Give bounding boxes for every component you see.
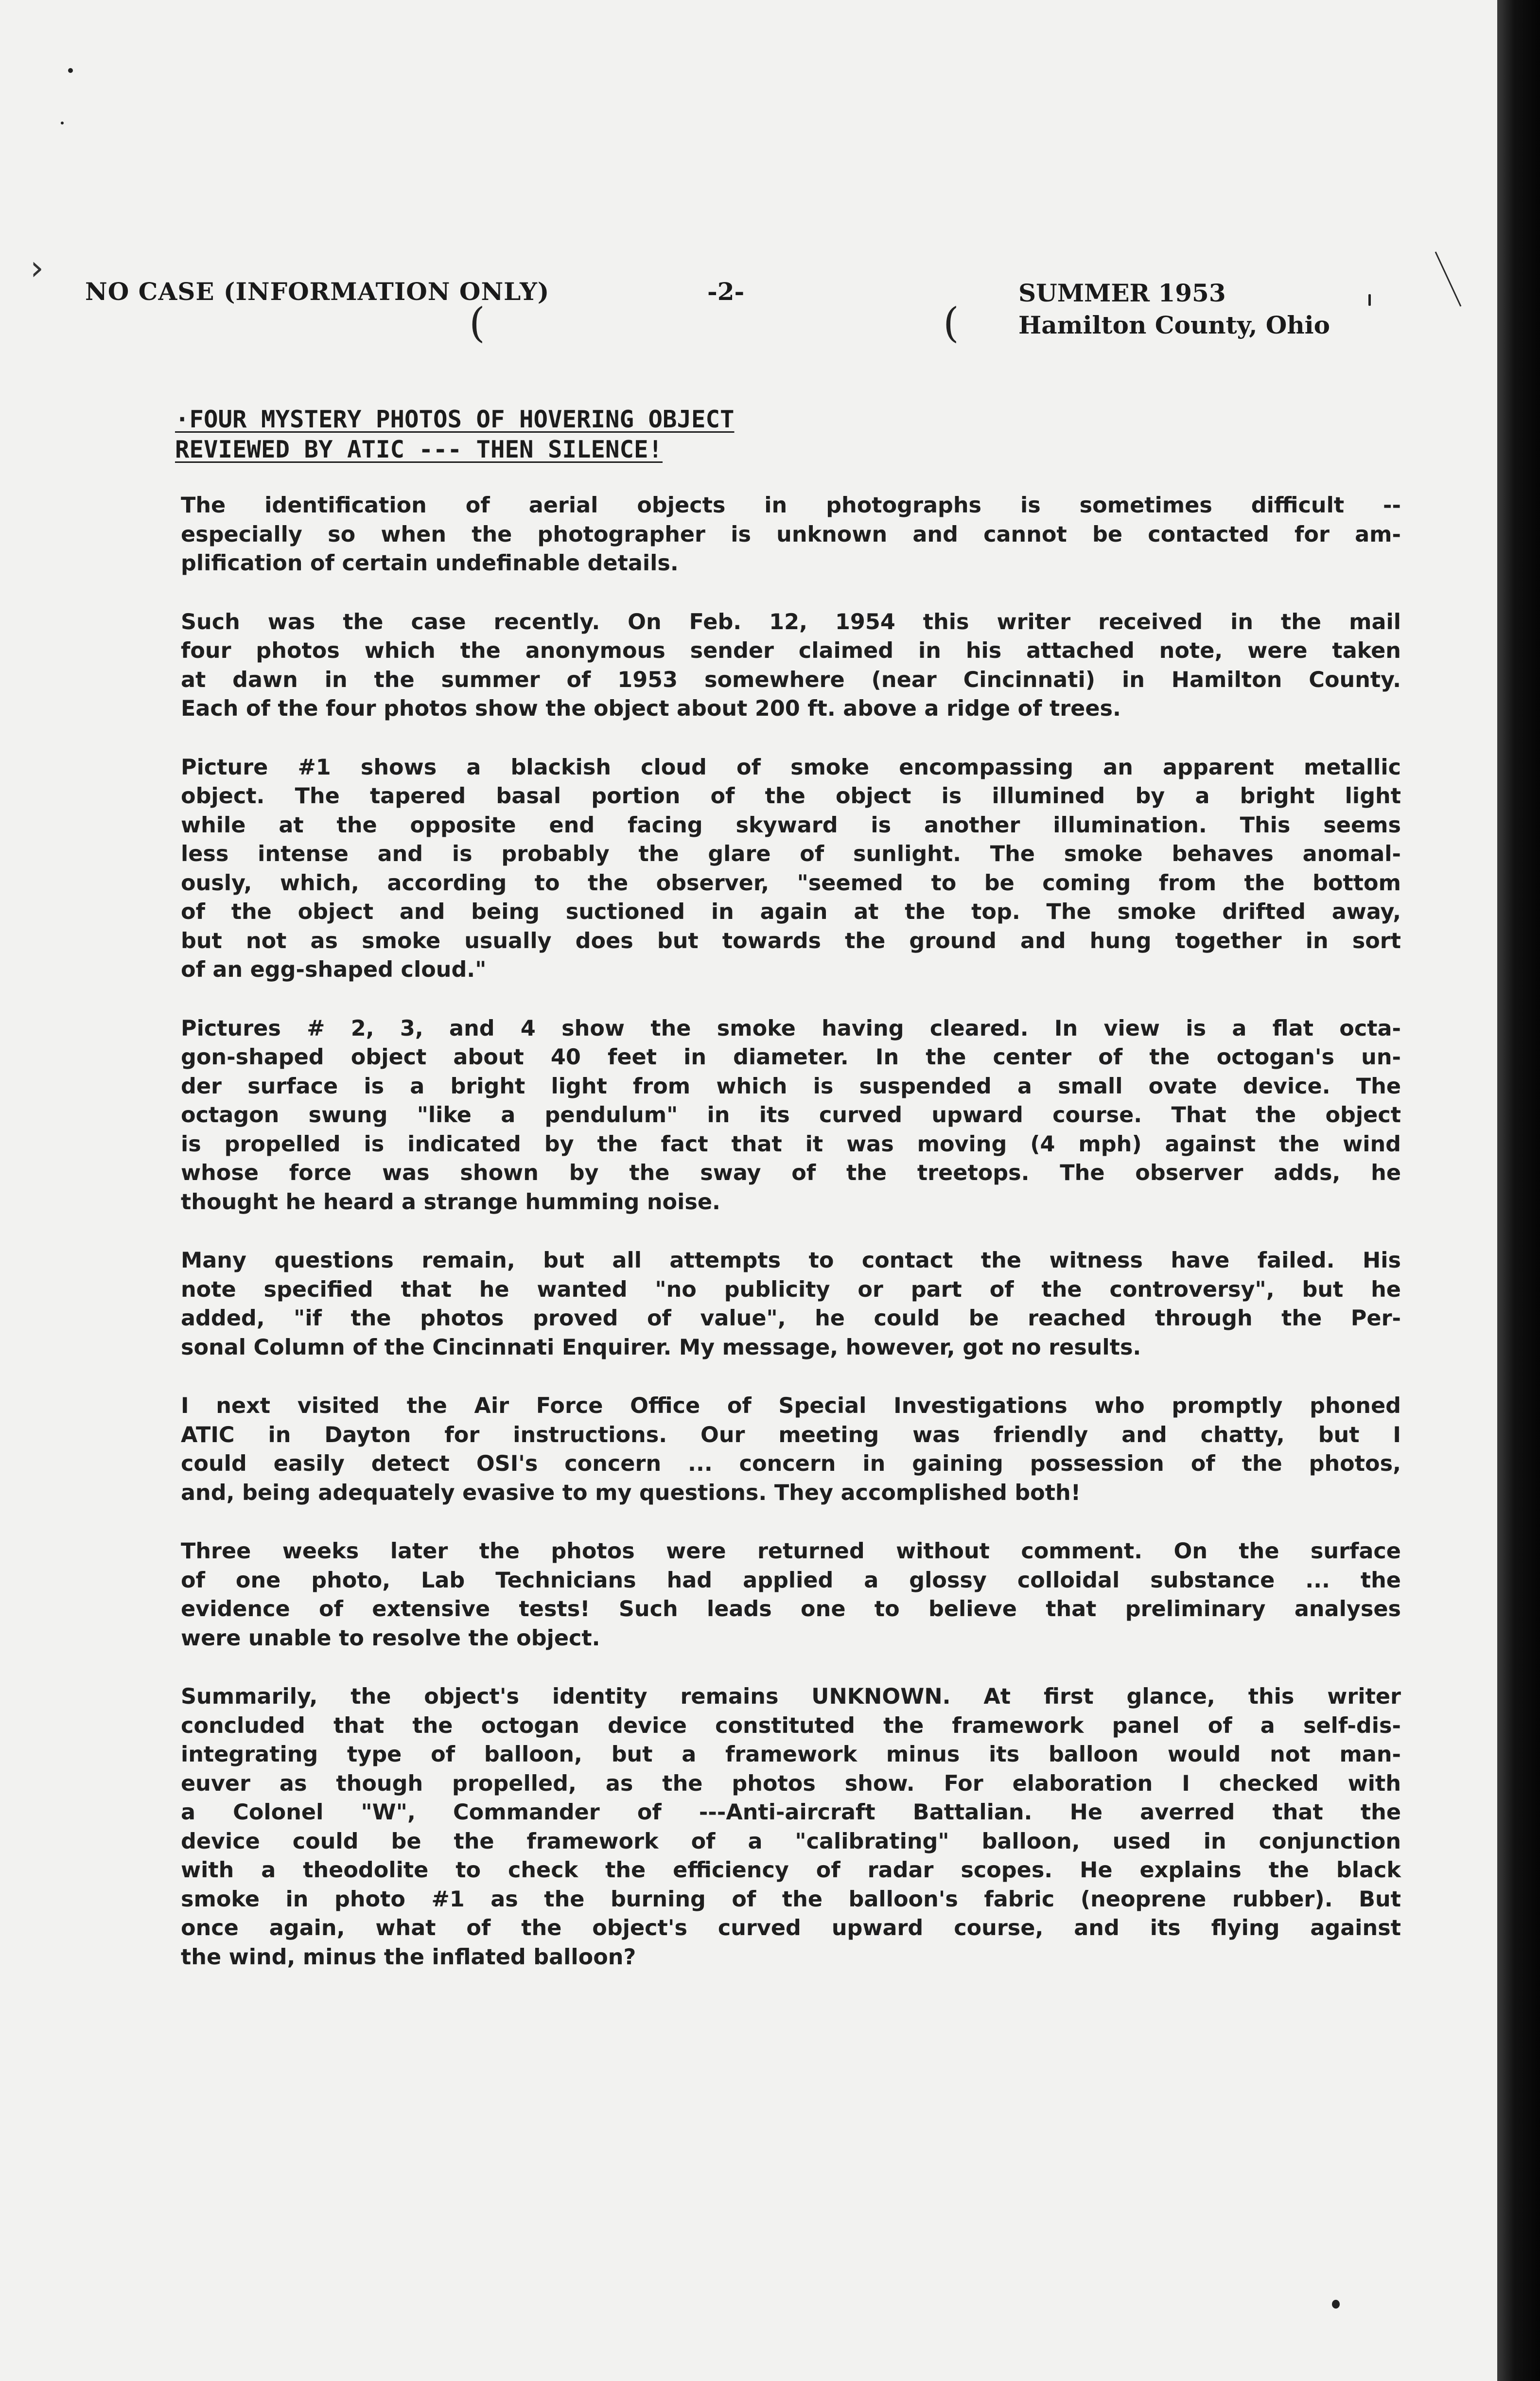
text-line: the wind, minus the inflated balloon? [181,1944,636,1970]
paragraph [181,608,1401,723]
text-line: of one photo, Lab Technicians had applied a glossy colloidal substance ... the [181,1568,1401,1593]
text-line: note specified that he wanted "no publicity or part of the controversy", but he [181,1277,1401,1302]
paragraph [181,1246,1401,1362]
text-line: octagon swung "like a pendulum" in its curved upward course. That the object [181,1103,1401,1128]
text-line: Each of the four photos show the object about 200 ft. above a ridge of trees. [181,696,1121,721]
text-line: Picture #1 shows a blackish cloud of smoke encompassing an apparent metallic [181,755,1401,780]
text-line: once again, what of the object's curved upward course, and its flying against [181,1916,1401,1940]
text-line: evidence of extensive tests! Such leads one to believe that preliminary analyses [181,1597,1401,1622]
text-line: at dawn in the summer of 1953 somewhere (near Cincinnati) in Hamilton County. [181,667,1401,692]
text-line: sonal Column of the Cincinnati Enquirer. My message, however, got no results. [181,1335,1141,1360]
text-line: were unable to resolve the object. [181,1625,600,1651]
stray-line-mark [1432,248,1470,321]
paragraph [181,753,1401,985]
scan-speck [1368,294,1371,306]
text-line: Summarily, the object's identity remains UNKNOWN. At first glance, this writer [181,1684,1401,1709]
text-line: concluded that the octogan device constituted the framework panel of a self-dis- [181,1713,1401,1738]
text-line: could easily detect OSI's concern ... concern in gaining possession of the photos, [181,1451,1401,1476]
text-line: smoke in photo #1 as the burning of the balloon's fabric (neoprene rubber). But [181,1887,1401,1912]
paragraph [181,1392,1401,1507]
text-line: euver as though propelled, as the photos show. For elaboration I checked with [181,1771,1401,1796]
paragraph [181,1682,1401,1972]
text-line: of the object and being suctioned in again at the top. The smoke drifted away, [181,899,1401,924]
scan-speck [61,122,64,124]
text-line: The identification of aerial objects in photographs is sometimes difficult -- [181,493,1401,518]
text-line: with a theodolite to check the efficiency of radar scopes. He explains the black [181,1858,1401,1883]
text-line: Pictures # 2, 3, and 4 show the smoke having cleared. In view is a flat octa- [181,1016,1401,1041]
text-line: especially so when the photographer is unknown and cannot be contacted for am- [181,522,1401,547]
report-title [175,405,1342,465]
title-line: ·FOUR MYSTERY PHOTOS OF HOVERING OBJECT [175,406,735,433]
text-line: Many questions remain, but all attempts to contact the witness have failed. His [181,1248,1401,1273]
text-line: a Colonel "W", Commander of ---Anti-aircraft Battalian. He averred that the [181,1800,1401,1825]
stray-paren-mark: ( [943,299,959,347]
text-line: but not as smoke usually does but towards the ground and hung together in sort [181,928,1401,953]
text-line: ATIC in Dayton for instructions. Our meeting was friendly and chatty, but I [181,1422,1401,1447]
scan-edge [1497,0,1540,2381]
text-line: plification of certain undefinable details. [181,551,679,576]
stray-mark: › [30,248,44,288]
paragraph [181,491,1401,578]
scan-speck [1332,2300,1340,2309]
text-line: of an egg-shaped cloud." [181,957,487,982]
text-line: added, "if the photos proved of value", he could be reached through the Per- [181,1306,1401,1331]
scan-speck [68,68,73,73]
text-line: Three weeks later the photos were returned without comment. On the surface [181,1539,1401,1564]
text-line: and, being adequately evasive to my questions. They accomplished both! [181,1480,1081,1505]
text-line: ously, which, according to the observer, "seemed to be coming from the bottom [181,870,1401,896]
text-line: object. The tapered basal portion of the object is illumined by a bright light [181,784,1401,809]
case-location: Hamilton County, Ohio [1018,311,1330,339]
text-line: four photos which the anonymous sender claimed in his attached note, were taken [181,638,1401,663]
report-body [181,491,1401,2001]
text-line: thought he heard a strange humming noise. [181,1189,720,1215]
page-header [85,277,1388,345]
paragraph [181,1537,1401,1653]
text-line: less intense and is probably the glare of sunlight. The smoke behaves anomal- [181,842,1401,866]
text-line: is propelled is indicated by the fact that it was moving (4 mph) against the wind [181,1131,1401,1157]
stray-paren-mark: ( [469,299,485,347]
text-line: gon-shaped object about 40 feet in diameter. In the center of the octogan's un- [181,1045,1401,1070]
case-date: SUMMER 1953 [1018,279,1226,307]
title-line: REVIEWED BY ATIC --- THEN SILENCE! [175,436,663,463]
text-line: der surface is a bright light from which is suspended a small ovate device. The [181,1074,1401,1099]
text-line: integrating type of balloon, but a framework minus its balloon would not man- [181,1742,1401,1767]
case-date-location [1018,277,1330,341]
paragraph [181,1014,1401,1217]
text-line: I next visited the Air Force Office of Special Investigations who promptly phoned [181,1393,1401,1418]
text-line: while at the opposite end facing skyward is another illumination. This seems [181,812,1401,838]
page-number: -2- [707,277,745,306]
text-line: Such was the case recently. On Feb. 12, 1954 this writer received in the mail [181,609,1401,635]
text-line: whose force was shown by the sway of the treetops. The observer adds, he [181,1161,1401,1185]
text-line: device could be the framework of a "calibrating" balloon, used in conjunction [181,1829,1401,1854]
case-label: NO CASE (INFORMATION ONLY) [85,277,550,306]
